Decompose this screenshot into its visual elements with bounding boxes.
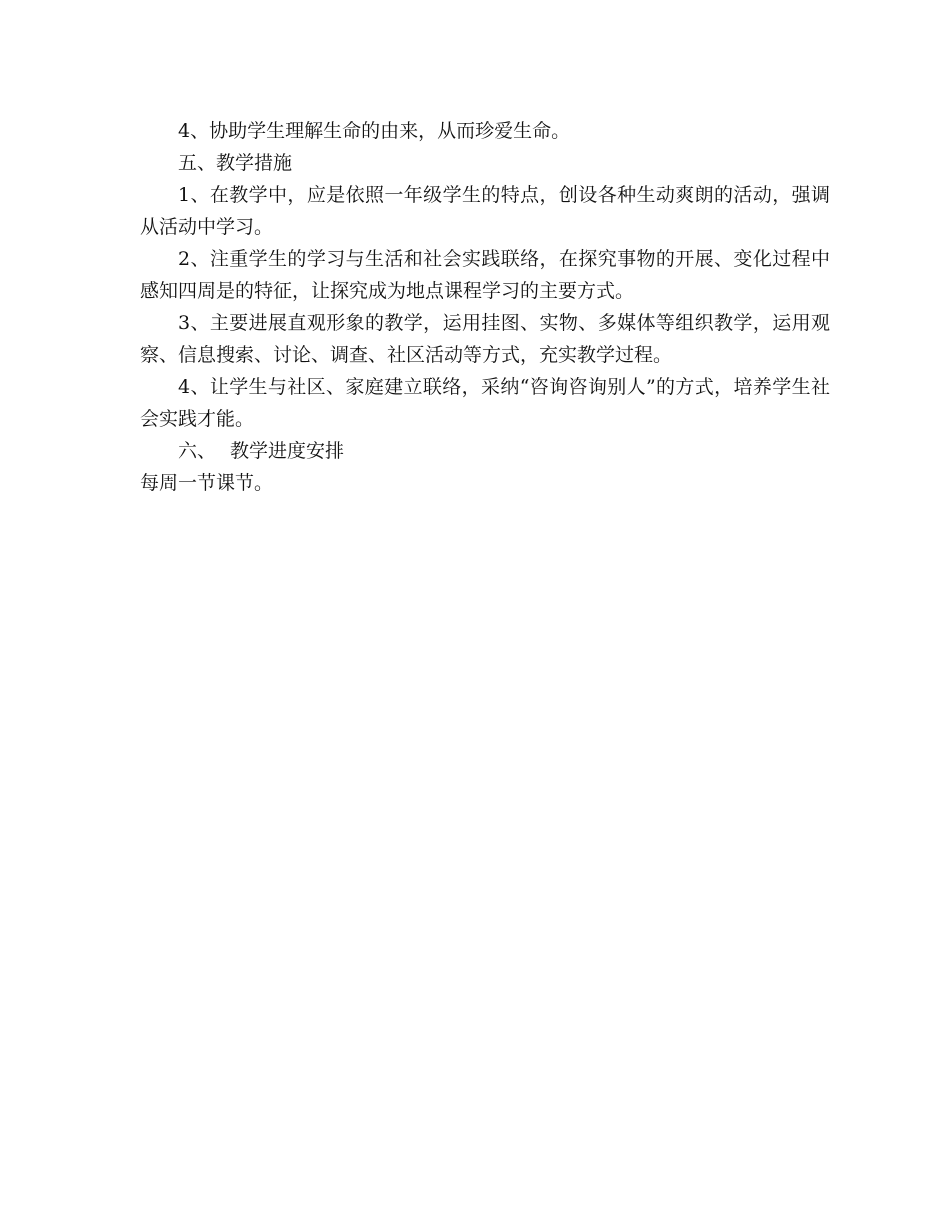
- measure-item-4: 4、让学生与社区、家庭建立联络，采纳“咨询咨询别人”的方式，培养学生社会实践才能。: [140, 376, 830, 430]
- goal-item-4: 4、协助学生理解生命的由来，从而珍爱生命。: [178, 120, 571, 142]
- section-5-heading: 五、教学措施: [178, 152, 293, 174]
- schedule-text: 每周一节课节。: [140, 472, 274, 494]
- section-6-number: 六、: [178, 440, 217, 462]
- section-6-title: 教学进度安排: [230, 440, 345, 462]
- document-body: [140, 115, 830, 499]
- section-6-heading: [140, 435, 830, 467]
- measure-item-1: 1、在教学中，应是依照一年级学生的特点，创设各种生动爽朗的活动，强调从活动中学习。: [140, 184, 830, 238]
- measure-item-2: 2、注重学生的学习与生活和社会实践联络，在探究事物的开展、变化过程中感知四周是的特征，让探究成为地点课程学习的主要方式。: [140, 248, 830, 302]
- measure-item-3: 3、主要进展直观形象的教学，运用挂图、实物、多媒体等组织教学，运用观察、信息搜索、讨论、调查、社区活动等方式，充实教学过程。: [140, 312, 830, 366]
